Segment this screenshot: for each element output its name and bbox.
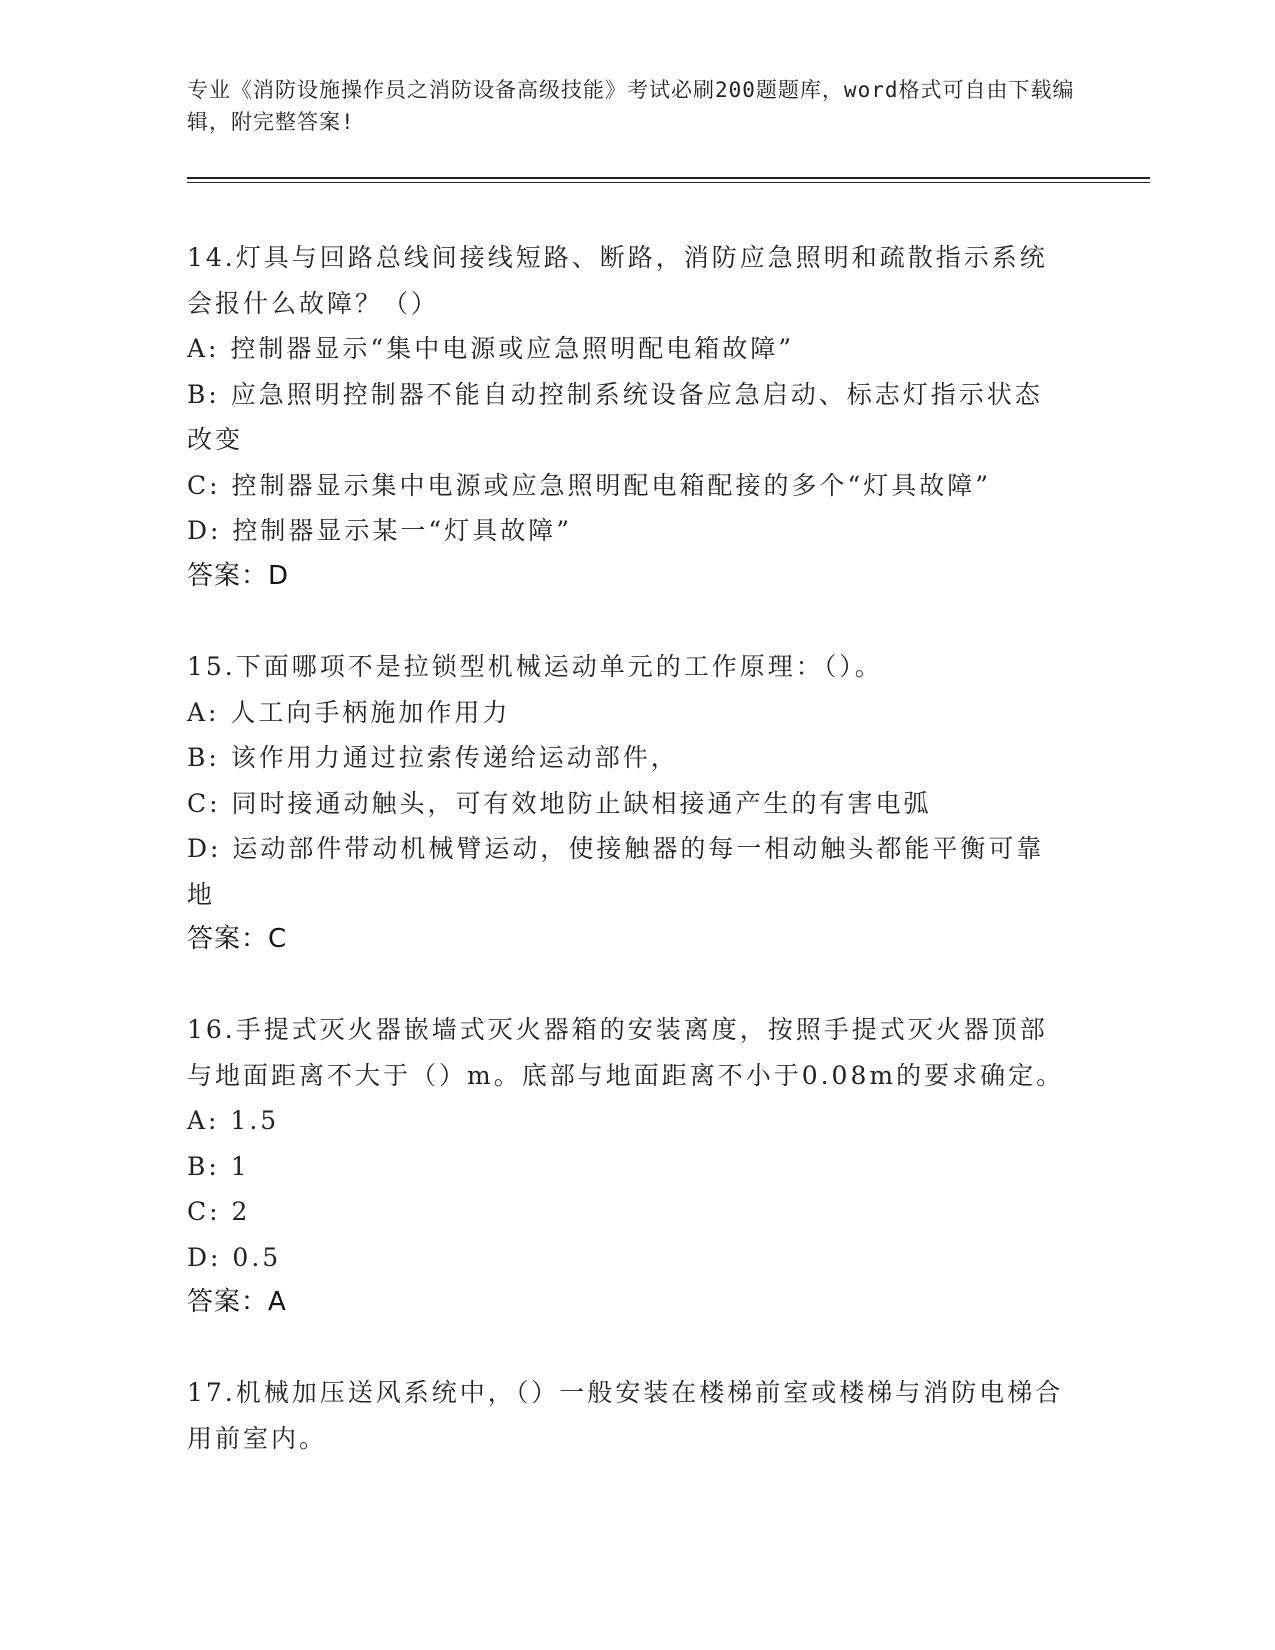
option-b: B: 应急照明控制器不能自动控制系统设备应急启动、标志灯指示状态改变 [187,379,1043,454]
option-d: D: 控制器显示某一“灯具故障” [187,516,572,545]
question-stem: 16.手提式灭火器嵌墙式灭火器箱的安装离度，按照手提式灭火器顶部与地面距离不大于（）m。底部与地面距离不小于0.08m的要求确定。 [187,1015,1065,1090]
answer-line: 答案：A [187,1287,287,1317]
question-stem: 14.灯具与回路总线间接线短路、断路，消防应急照明和疏散指示系统会报什么故障？（） [187,243,1048,318]
option-b: B: 1 [187,1151,250,1181]
header-divider-thin [187,182,1150,183]
answer-line: 答案：D [187,560,290,591]
option-c: C: 控制器显示集中电源或应急照明配电箱配接的多个“灯具故障” [187,470,992,500]
question-14 [187,235,1067,599]
option-b: B: 该作用力通过拉索传递给运动部件， [187,743,679,772]
question-16 [187,1007,1067,1326]
option-d: D: 运动部件带动机械臂运动，使接触器的每一相动触头都能平衡可靠地 [187,834,1045,909]
option-c: C: 2 [187,1197,251,1226]
option-c: C: 同时接通动触头，可有效地防止缺相接通产生的有害电弧 [187,788,932,818]
document-header: 专业《消防设施操作员之消防设备高级技能》考试必刷200题题库，word格式可自由下载编辑，附完整答案! [187,78,1075,134]
option-d: D: 0.5 [187,1242,282,1272]
answer-line: 答案：C [187,924,288,954]
question-15 [187,644,1067,963]
question-17 [187,1370,1067,1461]
option-a: A: 1.5 [187,1106,280,1135]
question-stem: 15.下面哪项不是拉锁型机械运动单元的工作原理：（）。 [187,652,883,681]
option-a: A: 控制器显示“集中电源或应急照明配电箱故障” [187,334,794,363]
option-a: A: 人工向手柄施加作用力 [187,697,511,727]
question-stem: 17.机械加压送风系统中，（）一般安装在楼梯前室或楼梯与消防电梯合用前室内。 [187,1378,1064,1453]
header-divider-thick [187,177,1150,179]
